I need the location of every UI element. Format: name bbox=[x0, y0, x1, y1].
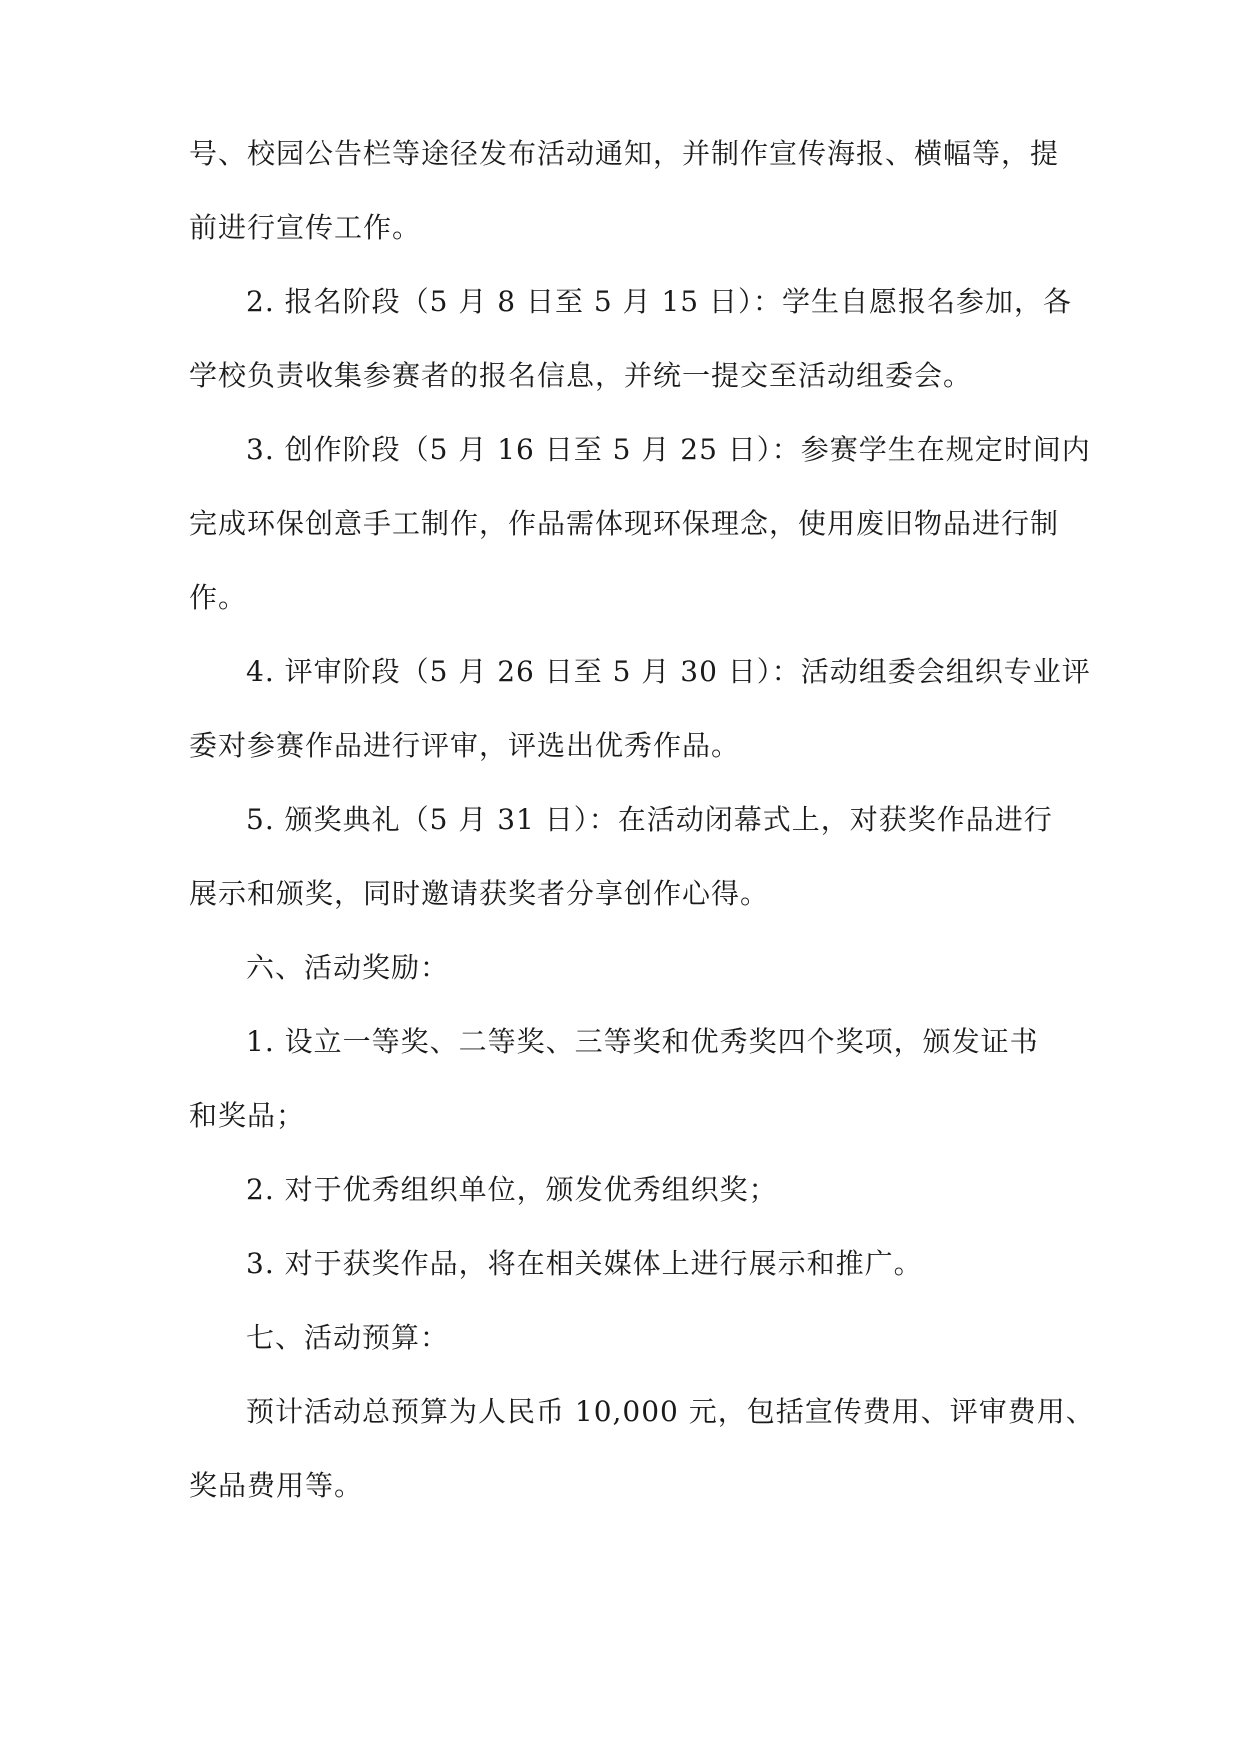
paragraph-line: 5. 颁奖典礼（5 月 31 日）：在活动闭幕式上，对获奖作品进行 bbox=[246, 803, 1053, 836]
paragraph-line: 前进行宣传工作。 bbox=[189, 211, 422, 244]
paragraph-line: 作。 bbox=[189, 581, 248, 614]
paragraph-line: 号、校园公告栏等途径发布活动通知，并制作宣传海报、横幅等，提 bbox=[189, 137, 1060, 170]
paragraph-line: 奖品费用等。 bbox=[189, 1469, 364, 1502]
paragraph-line: 2. 对于优秀组织单位，颁发优秀组织奖； bbox=[246, 1173, 778, 1206]
section-heading: 六、活动奖励： bbox=[246, 951, 450, 984]
paragraph-line: 委对参赛作品进行评审，评选出优秀作品。 bbox=[189, 729, 741, 762]
paragraph-line: 3. 创作阶段（5 月 16 日至 5 月 25 日）：参赛学生在规定时间内 bbox=[246, 433, 1091, 466]
paragraph-line: 完成环保创意手工制作，作品需体现环保理念，使用废旧物品进行制 bbox=[189, 507, 1060, 540]
paragraph-line: 1. 设立一等奖、二等奖、三等奖和优秀奖四个奖项，颁发证书 bbox=[246, 1025, 1039, 1058]
paragraph-line: 和奖品； bbox=[189, 1099, 306, 1132]
paragraph-line: 展示和颁奖，同时邀请获奖者分享创作心得。 bbox=[189, 877, 770, 910]
section-heading: 七、活动预算： bbox=[246, 1321, 450, 1354]
paragraph-line: 学校负责收集参赛者的报名信息，并统一提交至活动组委会。 bbox=[189, 359, 973, 392]
paragraph-line: 3. 对于获奖作品，将在相关媒体上进行展示和推广。 bbox=[246, 1247, 923, 1280]
paragraph-line: 预计活动总预算为人民币 10,000 元，包括宣传费用、评审费用、 bbox=[246, 1395, 1095, 1428]
paragraph-line: 2. 报名阶段（5 月 8 日至 5 月 15 日）：学生自愿报名参加，各 bbox=[246, 285, 1072, 318]
paragraph-line: 4. 评审阶段（5 月 26 日至 5 月 30 日）：活动组委会组织专业评 bbox=[246, 655, 1091, 688]
